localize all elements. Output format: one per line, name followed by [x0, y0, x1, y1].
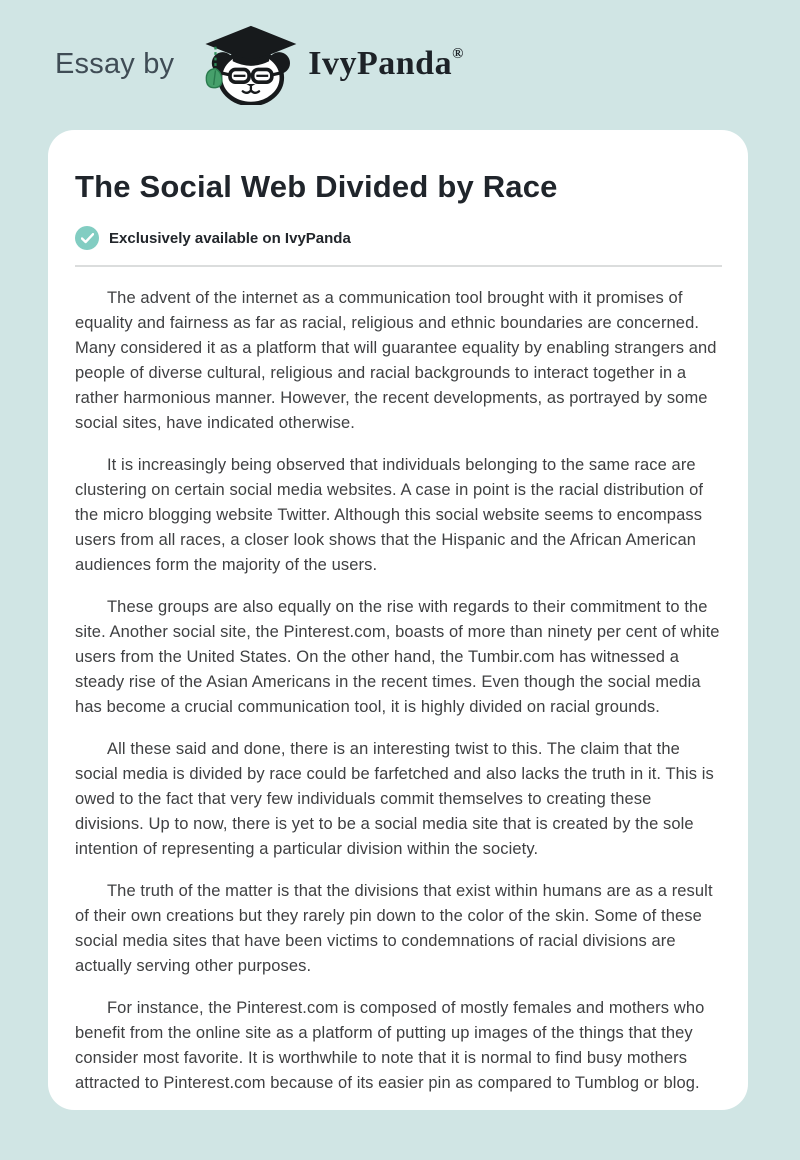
essay-paragraph: For instance, the Pinterest.com is composed of mostly females and mothers who benefit from the online site as a platform of putting up images of the things that they consider most favorite. It is worthwhile to note that it is normal to find busy mothers attracted to Pinterest.com because of its easier pin as compared to Tumblog or blog.	[75, 999, 705, 1092]
page-title: The Social Web Divided by Race	[75, 169, 558, 204]
content-divider	[75, 265, 722, 267]
essay-paragraph: The advent of the internet as a communication tool brought with it promises of equality and fairness as far as racial, religious and ethnic boundaries are concerned. Many considered it as a platform that will guarantee equality by enabling strangers and people of diverse cultural, religious and racial backgrounds to interact together in a rather harmonious manner. However, the recent developments, as portrayed by some social sites, have indicated otherwise.	[75, 289, 717, 432]
essay-paragraph: It is increasingly being observed that individuals belonging to the same race are clustering on certain social media websites. A case in point is the racial distribution of the micro blogging website Twitter. Although this social website seems to encompass users from all races, a closer look shows that the Hispanic and the African American audiences form the majority of the users.	[75, 456, 704, 574]
brand-name: IvyPanda	[308, 45, 453, 82]
availability-label: Exclusively available on IvyPanda	[109, 229, 351, 247]
ivypanda-logo-icon	[200, 23, 300, 105]
essay-by-label: Essay by	[55, 47, 175, 80]
essay-paragraph: All these said and done, there is an interesting twist to this. The claim that the social media is divided by race could be farfetched and also lacks the truth in it. This is owed to the fact that very few individuals commit themselves to creating these divisions. Up to now, there is yet to be a social media site that is created by the sole intention of representing a particular division within the society.	[75, 740, 714, 858]
registered-mark: ®	[452, 46, 464, 62]
essay-body	[75, 286, 722, 1096]
check-icon	[75, 226, 99, 250]
availability-badge	[75, 226, 722, 250]
essay-card	[48, 130, 748, 1110]
essay-paragraph: These groups are also equally on the rise with regards to their commitment to the site. Another social site, the Pinterest.com, boasts of more than ninety per cent of white users from the United States. On the other hand, the Tumbir.com has witnessed a steady rise of the Asian Americans in the recent times. Even though the social media has become a crucial communication tool, it is highly divided on racial grounds.	[75, 598, 720, 716]
brand-wordmark	[308, 45, 463, 83]
essay-paragraph: The truth of the matter is that the divisions that exist within humans are as a result of their own creations but they rarely pin down to the color of the skin. Some of these social media sites that have been victims to condemnations of racial divisions are actually serving other purposes.	[75, 882, 713, 975]
site-header	[0, 0, 800, 128]
